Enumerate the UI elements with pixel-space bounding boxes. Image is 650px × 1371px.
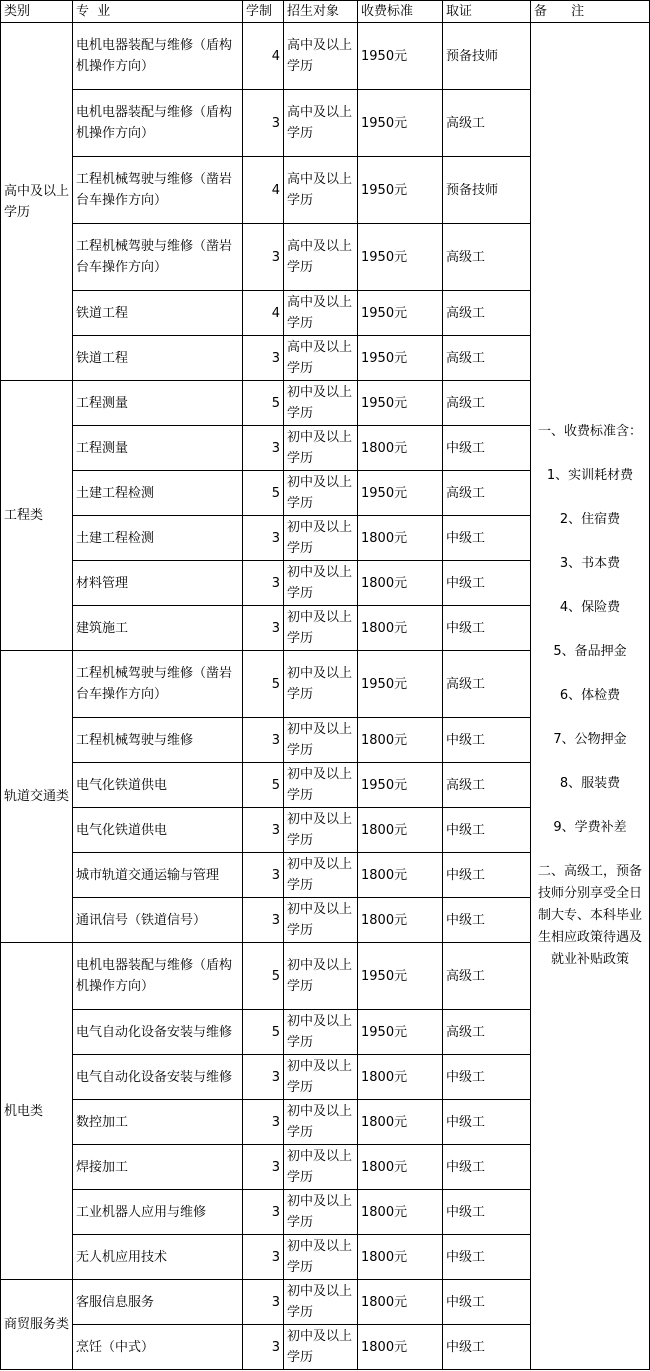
target-cell: 高中及以上学历 [284,336,358,381]
remarks-item: 8、服装费 [559,776,621,791]
target-cell: 初中及以上学历 [284,943,358,1010]
major-cell: 材料管理 [73,561,243,606]
target-cell: 初中及以上学历 [284,1280,358,1325]
cert-cell: 中级工 [443,1190,531,1235]
cert-cell: 高级工 [443,336,531,381]
years-cell: 3 [243,853,284,898]
major-cell: 电机电器装配与维修（盾构机操作方向） [73,943,243,1010]
fee-cell: 1950元 [358,1010,443,1055]
years-cell: 3 [243,90,284,157]
years-cell: 4 [243,23,284,90]
major-cell: 工程机械驾驶与维修 [73,718,243,763]
years-cell: 4 [243,157,284,224]
remarks-item: 9、学费补差 [553,820,627,835]
fee-cell: 1950元 [358,90,443,157]
cert-cell: 中级工 [443,853,531,898]
header-cert: 取证 [443,1,531,23]
header-fee: 收费标准 [358,1,443,23]
major-cell: 工程测量 [73,426,243,471]
years-cell: 3 [243,561,284,606]
fee-cell: 1950元 [358,336,443,381]
years-cell: 5 [243,471,284,516]
target-cell: 初中及以上学历 [284,426,358,471]
fee-cell: 1800元 [358,1145,443,1190]
cert-cell: 中级工 [443,1235,531,1280]
cert-cell: 高级工 [443,381,531,426]
target-cell: 初中及以上学历 [284,1235,358,1280]
cert-cell: 高级工 [443,763,531,808]
major-cell: 工业机器人应用与维修 [73,1190,243,1235]
target-cell: 初中及以上学历 [284,516,358,561]
header-major: 专 业 [73,1,243,23]
fee-cell: 1800元 [358,1280,443,1325]
target-cell: 初中及以上学历 [284,853,358,898]
remarks-item: 7、公物押金 [553,732,627,747]
fee-cell: 1950元 [358,224,443,291]
major-cell: 客服信息服务 [73,1280,243,1325]
fee-cell: 1950元 [358,471,443,516]
remarks-item: 1、实训耗材费 [546,468,634,483]
major-cell: 电气化铁道供电 [73,763,243,808]
fee-cell: 1800元 [358,853,443,898]
years-cell: 5 [243,381,284,426]
cert-cell: 中级工 [443,1100,531,1145]
fee-cell: 1950元 [358,381,443,426]
fee-cell: 1950元 [358,157,443,224]
cert-cell: 中级工 [443,1280,531,1325]
major-cell: 工程机械驾驶与维修（凿岩台车操作方向） [73,157,243,224]
remarks-item: 3、书本费 [559,556,621,571]
cert-cell: 高级工 [443,291,531,336]
years-cell: 3 [243,1055,284,1100]
remarks-item: 6、体检费 [559,688,621,703]
cert-cell: 预备技师 [443,157,531,224]
remarks-note: 二、高级工，预备技师分别享受全日制大专、本科毕业生相应政策待遇及就业补贴政策 [537,864,642,967]
target-cell: 初中及以上学历 [284,1055,358,1100]
major-cell: 城市轨道交通运输与管理 [73,853,243,898]
fee-cell: 1800元 [358,606,443,651]
years-cell: 3 [243,336,284,381]
years-cell: 5 [243,943,284,1010]
remarks-cell [531,23,650,1370]
cert-cell: 中级工 [443,1325,531,1370]
remarks-item: 2、住宿费 [559,512,621,527]
major-cell: 土建工程检测 [73,516,243,561]
fee-cell: 1950元 [358,651,443,718]
header-target: 招生对象 [284,1,358,23]
cert-cell: 中级工 [443,1055,531,1100]
header-category: 类别 [1,1,73,23]
years-cell: 3 [243,516,284,561]
cert-cell: 高级工 [443,224,531,291]
major-cell: 工程机械驾驶与维修（凿岩台车操作方向） [73,224,243,291]
years-cell: 5 [243,651,284,718]
target-cell: 初中及以上学历 [284,561,358,606]
years-cell: 3 [243,426,284,471]
target-cell: 高中及以上学历 [284,291,358,336]
target-cell: 初中及以上学历 [284,718,358,763]
major-cell: 工程测量 [73,381,243,426]
target-cell: 高中及以上学历 [284,23,358,90]
major-cell: 焊接加工 [73,1145,243,1190]
years-cell: 5 [243,763,284,808]
header-remarks: 备 注 [531,1,650,23]
cert-cell: 中级工 [443,1145,531,1190]
years-cell: 3 [243,1235,284,1280]
target-cell: 初中及以上学历 [284,808,358,853]
target-cell: 高中及以上学历 [284,224,358,291]
major-cell: 铁道工程 [73,291,243,336]
target-cell: 初中及以上学历 [284,1325,358,1370]
target-cell: 初中及以上学历 [284,471,358,516]
cert-cell: 高级工 [443,1010,531,1055]
header-row [1,1,650,23]
major-cell: 建筑施工 [73,606,243,651]
table-row [1,23,650,90]
fee-cell: 1800元 [358,1100,443,1145]
fee-cell: 1950元 [358,23,443,90]
major-cell: 通讯信号（铁道信号） [73,898,243,943]
fee-cell: 1800元 [358,426,443,471]
cert-cell: 高级工 [443,943,531,1010]
fee-cell: 1800元 [358,1325,443,1370]
header-years: 学制 [243,1,284,23]
years-cell: 3 [243,1325,284,1370]
years-cell: 5 [243,1010,284,1055]
fee-cell: 1950元 [358,763,443,808]
fee-cell: 1800元 [358,718,443,763]
target-cell: 初中及以上学历 [284,1100,358,1145]
cert-cell: 中级工 [443,606,531,651]
target-cell: 初中及以上学历 [284,1010,358,1055]
cert-cell: 中级工 [443,426,531,471]
remarks-item: 4、保险费 [559,600,621,615]
cert-cell: 中级工 [443,516,531,561]
years-cell: 3 [243,898,284,943]
years-cell: 3 [243,224,284,291]
years-cell: 3 [243,808,284,853]
category-cell: 轨道交通类 [1,651,73,943]
target-cell: 初中及以上学历 [284,763,358,808]
cert-cell: 中级工 [443,808,531,853]
category-cell: 高中及以上学历 [1,23,73,381]
years-cell: 4 [243,291,284,336]
remarks-item: 5、备品押金 [553,644,627,659]
major-cell: 电气化铁道供电 [73,808,243,853]
cert-cell: 高级工 [443,471,531,516]
years-cell: 3 [243,1280,284,1325]
major-cell: 烹饪（中式） [73,1325,243,1370]
category-cell: 商贸服务类 [1,1280,73,1370]
major-cell: 电气自动化设备安装与维修 [73,1055,243,1100]
years-cell: 3 [243,1190,284,1235]
cert-cell: 中级工 [443,561,531,606]
years-cell: 3 [243,718,284,763]
target-cell: 初中及以上学历 [284,1190,358,1235]
target-cell: 初中及以上学历 [284,606,358,651]
fee-cell: 1800元 [358,516,443,561]
major-cell: 电气自动化设备安装与维修 [73,1010,243,1055]
major-cell: 土建工程检测 [73,471,243,516]
fee-cell: 1800元 [358,1235,443,1280]
target-cell: 高中及以上学历 [284,157,358,224]
cert-cell: 高级工 [443,90,531,157]
cert-cell: 预备技师 [443,23,531,90]
fee-cell: 1950元 [358,943,443,1010]
cert-cell: 中级工 [443,898,531,943]
years-cell: 3 [243,606,284,651]
target-cell: 初中及以上学历 [284,381,358,426]
target-cell: 初中及以上学历 [284,898,358,943]
years-cell: 3 [243,1100,284,1145]
fee-cell: 1950元 [358,291,443,336]
major-cell: 电机电器装配与维修（盾构机操作方向） [73,90,243,157]
major-cell: 工程机械驾驶与维修（凿岩台车操作方向） [73,651,243,718]
years-cell: 3 [243,1145,284,1190]
fee-cell: 1800元 [358,561,443,606]
cert-cell: 高级工 [443,651,531,718]
major-cell: 数控加工 [73,1100,243,1145]
fee-cell: 1800元 [358,1190,443,1235]
category-cell: 工程类 [1,381,73,651]
target-cell: 初中及以上学历 [284,1145,358,1190]
remarks-title: 一、收费标准含： [537,424,642,439]
category-cell: 机电类 [1,943,73,1280]
target-cell: 初中及以上学历 [284,651,358,718]
target-cell: 高中及以上学历 [284,90,358,157]
major-cell: 无人机应用技术 [73,1235,243,1280]
fee-cell: 1800元 [358,1055,443,1100]
major-cell: 电机电器装配与维修（盾构机操作方向） [73,23,243,90]
cert-cell: 中级工 [443,718,531,763]
major-cell: 铁道工程 [73,336,243,381]
fee-cell: 1800元 [358,898,443,943]
fee-cell: 1800元 [358,808,443,853]
